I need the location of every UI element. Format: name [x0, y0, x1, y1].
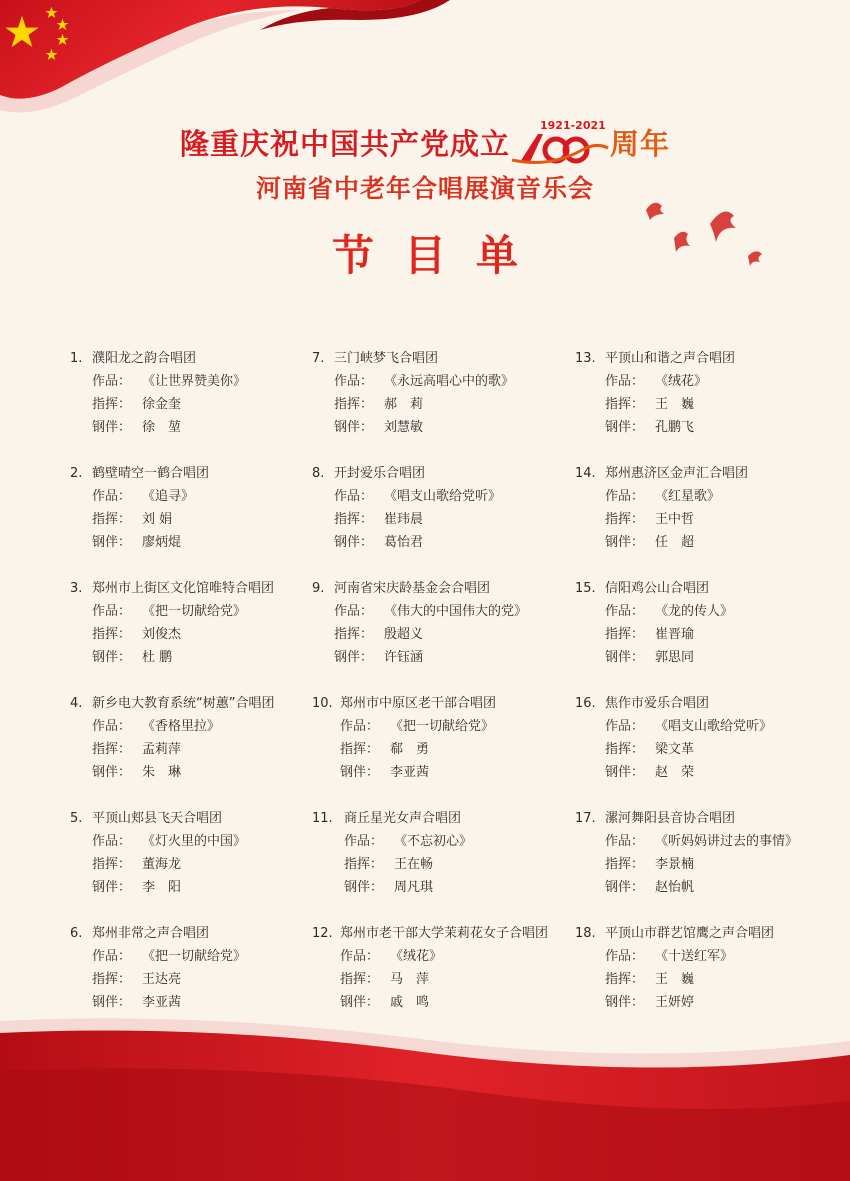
conductor-row [605, 738, 694, 761]
conductor-name: 崔晋瑜 [655, 627, 695, 642]
piano-label: 钢伴： [605, 420, 645, 435]
work-label: 作品： [92, 949, 132, 964]
conductor-row [92, 393, 181, 416]
program-number: 14. [575, 466, 596, 481]
piano-row [92, 531, 181, 554]
pianist-name: 李亚茜 [390, 765, 430, 780]
piano-label: 钢伴： [605, 880, 645, 895]
troupe-name: 平顶山郏县飞天合唱团 [92, 811, 223, 826]
work-row [334, 600, 527, 623]
piano-label: 钢伴： [340, 765, 380, 780]
piano-row [340, 761, 429, 784]
program-number: 1. [70, 351, 83, 366]
piano-label: 钢伴： [92, 765, 132, 780]
pianist-name: 许钰涵 [384, 650, 424, 665]
pianist-name: 杜 鹏 [142, 650, 173, 665]
troupe-name: 新乡电大教育系统“树蕙”合唱团 [92, 696, 275, 711]
program-number: 2. [70, 466, 83, 481]
conductor-label: 指挥： [605, 397, 645, 412]
program-number: 10. [312, 696, 333, 711]
conductor-row [92, 968, 181, 991]
piano-label: 钢伴： [92, 880, 132, 895]
piano-row [92, 416, 181, 439]
program-list [0, 347, 850, 1027]
pianist-name: 徐 堃 [142, 420, 182, 435]
work-row [605, 600, 733, 623]
work-title: 《香格里拉》 [142, 719, 221, 734]
troupe-name: 三门峡梦飞合唱团 [334, 351, 439, 366]
piano-label: 钢伴： [340, 995, 380, 1010]
work-title: 《把一切献给党》 [142, 604, 247, 619]
piano-label: 钢伴： [92, 995, 132, 1010]
conductor-row [340, 968, 429, 991]
work-row [334, 370, 514, 393]
program-number: 11. [312, 811, 333, 826]
piano-row [92, 876, 181, 899]
conductor-name: 郝 莉 [384, 397, 424, 412]
program-number: 16. [575, 696, 596, 711]
conductor-name: 梁文革 [655, 742, 695, 757]
conductor-row [605, 508, 694, 531]
program-number: 9. [312, 581, 325, 596]
work-label: 作品： [92, 604, 132, 619]
piano-label: 钢伴： [605, 650, 645, 665]
work-row [605, 945, 733, 968]
program-number: 3. [70, 581, 83, 596]
work-title: 《红星歌》 [655, 489, 721, 504]
program-number: 8. [312, 466, 325, 481]
page-subtitle: 河南省中老年合唱展演音乐会 [255, 174, 594, 203]
conductor-name: 郗 勇 [390, 742, 430, 757]
work-row [92, 370, 246, 393]
star-icon [56, 18, 69, 31]
work-label: 作品： [334, 604, 374, 619]
conductor-name: 李景楠 [655, 857, 695, 872]
work-label: 作品： [605, 834, 645, 849]
conductor-row [340, 738, 429, 761]
piano-label: 钢伴： [92, 535, 132, 550]
pianist-name: 周凡琪 [394, 880, 434, 895]
conductor-row [605, 853, 694, 876]
star-icon [45, 48, 58, 61]
conductor-row [605, 968, 694, 991]
work-label: 作品： [340, 949, 380, 964]
piano-row [334, 531, 423, 554]
pianist-name: 郭思同 [655, 650, 695, 665]
conductor-row [92, 508, 172, 531]
work-title: 《让世界赞美你》 [142, 374, 247, 389]
troupe-name: 鹤壁晴空一鹤合唱团 [92, 466, 210, 481]
conductor-label: 指挥： [605, 512, 645, 527]
troupe-name: 河南省宋庆龄基金会合唱团 [334, 581, 491, 596]
pianist-name: 李亚茜 [142, 995, 182, 1010]
program-number: 4. [70, 696, 83, 711]
conductor-name: 王 巍 [655, 972, 695, 987]
work-label: 作品： [92, 834, 132, 849]
work-label: 作品： [92, 719, 132, 734]
work-row [344, 830, 472, 853]
program-number: 12. [312, 926, 333, 941]
conductor-label: 指挥： [340, 742, 380, 757]
conductor-label: 指挥： [605, 742, 645, 757]
piano-row [92, 646, 172, 669]
work-row [92, 715, 220, 738]
conductor-label: 指挥： [344, 857, 384, 872]
troupe-name: 平顶山和谐之声合唱团 [605, 351, 736, 366]
troupe-name: 郑州市上街区文化馆唯特合唱团 [92, 581, 275, 596]
work-row [92, 830, 246, 853]
work-label: 作品： [605, 374, 645, 389]
work-row [605, 485, 720, 508]
conductor-name: 董海龙 [142, 857, 182, 872]
program-number: 18. [575, 926, 596, 941]
work-label: 作品： [605, 489, 645, 504]
piano-label: 钢伴： [334, 650, 374, 665]
work-label: 作品： [605, 719, 645, 734]
conductor-label: 指挥： [605, 857, 645, 872]
work-label: 作品： [344, 834, 384, 849]
work-title: 《伟大的中国伟大的党》 [384, 604, 528, 619]
centenary-100-icon [510, 119, 610, 166]
pianist-name: 朱 琳 [142, 765, 182, 780]
work-title: 《把一切献给党》 [390, 719, 495, 734]
work-title: 《听妈妈讲过去的事情》 [655, 834, 799, 849]
conductor-name: 崔玮晨 [384, 512, 424, 527]
conductor-name: 孟莉萍 [142, 742, 182, 757]
conductor-label: 指挥： [605, 627, 645, 642]
work-title: 《不忘初心》 [394, 834, 473, 849]
work-title: 《唱支山歌给党听》 [384, 489, 502, 504]
title-part-2: 周年 [610, 127, 671, 161]
conductor-name: 刘 娟 [142, 512, 173, 527]
title-part-1: 隆重庆祝中国共产党成立 [179, 127, 510, 161]
work-row [334, 485, 501, 508]
conductor-label: 指挥： [334, 512, 374, 527]
work-label: 作品： [92, 374, 132, 389]
piano-label: 钢伴： [334, 420, 374, 435]
conductor-name: 殷超义 [384, 627, 424, 642]
work-title: 《绒花》 [390, 949, 443, 964]
conductor-row [334, 508, 423, 531]
work-label: 作品： [334, 374, 374, 389]
work-row [92, 485, 194, 508]
conductor-name: 刘俊杰 [142, 627, 182, 642]
work-title: 《绒花》 [655, 374, 708, 389]
troupe-name: 平顶山市群艺馆鹰之声合唱团 [605, 926, 775, 941]
pianist-name: 廖炳焜 [142, 535, 182, 550]
conductor-label: 指挥： [334, 397, 374, 412]
conductor-label: 指挥： [92, 627, 132, 642]
work-row [605, 715, 772, 738]
conductor-row [334, 393, 423, 416]
conductor-label: 指挥： [92, 857, 132, 872]
troupe-name: 信阳鸡公山合唱团 [605, 581, 710, 596]
piano-label: 钢伴： [605, 995, 645, 1010]
troupe-name: 商丘星光女声合唱团 [344, 811, 462, 826]
conductor-label: 指挥： [92, 397, 132, 412]
troupe-name: 郑州惠济区金声汇合唱团 [605, 466, 749, 481]
pianist-name: 王妍婷 [655, 995, 695, 1010]
conductor-row [334, 623, 423, 646]
piano-row [605, 761, 694, 784]
piano-row [334, 416, 423, 439]
work-row [340, 945, 442, 968]
piano-row [605, 531, 694, 554]
work-title: 《灯火里的中国》 [142, 834, 247, 849]
program-number: 5. [70, 811, 83, 826]
work-label: 作品： [605, 604, 645, 619]
work-label: 作品： [605, 949, 645, 964]
program-number: 7. [312, 351, 325, 366]
piano-label: 钢伴： [92, 650, 132, 665]
piano-row [605, 646, 694, 669]
conductor-row [92, 738, 181, 761]
work-row [605, 830, 798, 853]
troupe-name: 郑州非常之声合唱团 [92, 926, 210, 941]
conductor-row [605, 393, 694, 416]
piano-row [605, 416, 694, 439]
conductor-label: 指挥： [605, 972, 645, 987]
piano-label: 钢伴： [605, 535, 645, 550]
conductor-label: 指挥： [92, 742, 132, 757]
piano-row [605, 876, 694, 899]
conductor-label: 指挥： [334, 627, 374, 642]
years-label: 1921-2021 [540, 119, 606, 132]
piano-row [334, 646, 423, 669]
conductor-row [92, 853, 181, 876]
work-row [605, 370, 707, 393]
page-title [0, 120, 850, 164]
pianist-name: 刘慧敏 [384, 420, 424, 435]
bottom-wave-decoration [0, 1011, 850, 1181]
pianist-name: 孔鹏飞 [655, 420, 695, 435]
pianist-name: 葛怡君 [384, 535, 424, 550]
piano-label: 钢伴： [92, 420, 132, 435]
conductor-name: 马 萍 [390, 972, 430, 987]
troupe-name: 开封爱乐合唱团 [334, 466, 426, 481]
star-icon [4, 14, 40, 50]
troupe-name: 漯河舞阳县音协合唱团 [605, 811, 736, 826]
conductor-name: 徐金奎 [142, 397, 182, 412]
conductor-row [92, 623, 181, 646]
conductor-name: 王中哲 [655, 512, 695, 527]
dove-icon [640, 198, 770, 268]
star-icon [56, 33, 69, 46]
conductor-name: 王达亮 [142, 972, 182, 987]
work-row [340, 715, 494, 738]
pianist-name: 任 超 [655, 535, 695, 550]
work-row [92, 945, 246, 968]
pianist-name: 戚 鸣 [390, 995, 430, 1010]
work-label: 作品： [92, 489, 132, 504]
troupe-name: 濮阳龙之韵合唱团 [92, 351, 197, 366]
piano-label: 钢伴： [334, 535, 374, 550]
conductor-name: 王在畅 [394, 857, 434, 872]
program-number: 6. [70, 926, 83, 941]
pianist-name: 赵 荣 [655, 765, 695, 780]
troupe-name: 郑州市老干部大学茉莉花女子合唱团 [340, 926, 549, 941]
piano-row [92, 761, 181, 784]
piano-row [344, 876, 433, 899]
conductor-label: 指挥： [92, 512, 132, 527]
work-label: 作品： [340, 719, 380, 734]
troupe-name: 焦作市爱乐合唱团 [605, 696, 710, 711]
troupe-name: 郑州市中原区老干部合唱团 [340, 696, 497, 711]
pianist-name: 李 阳 [142, 880, 182, 895]
work-title: 《追寻》 [142, 489, 195, 504]
conductor-row [344, 853, 433, 876]
work-title: 《永远高唱心中的歌》 [384, 374, 515, 389]
work-row [92, 600, 246, 623]
program-number: 13. [575, 351, 596, 366]
work-title: 《把一切献给党》 [142, 949, 247, 964]
work-title: 《十送红军》 [655, 949, 734, 964]
work-label: 作品： [334, 489, 374, 504]
conductor-label: 指挥： [340, 972, 380, 987]
piano-label: 钢伴： [605, 765, 645, 780]
pianist-name: 赵怡帆 [655, 880, 695, 895]
program-number: 15. [575, 581, 596, 596]
work-title: 《唱支山歌给党听》 [655, 719, 773, 734]
program-number: 17. [575, 811, 596, 826]
piano-label: 钢伴： [344, 880, 384, 895]
work-title: 《龙的传人》 [655, 604, 734, 619]
conductor-row [605, 623, 694, 646]
conductor-name: 王 巍 [655, 397, 695, 412]
conductor-label: 指挥： [92, 972, 132, 987]
program-heading: 节目单 [331, 231, 548, 280]
